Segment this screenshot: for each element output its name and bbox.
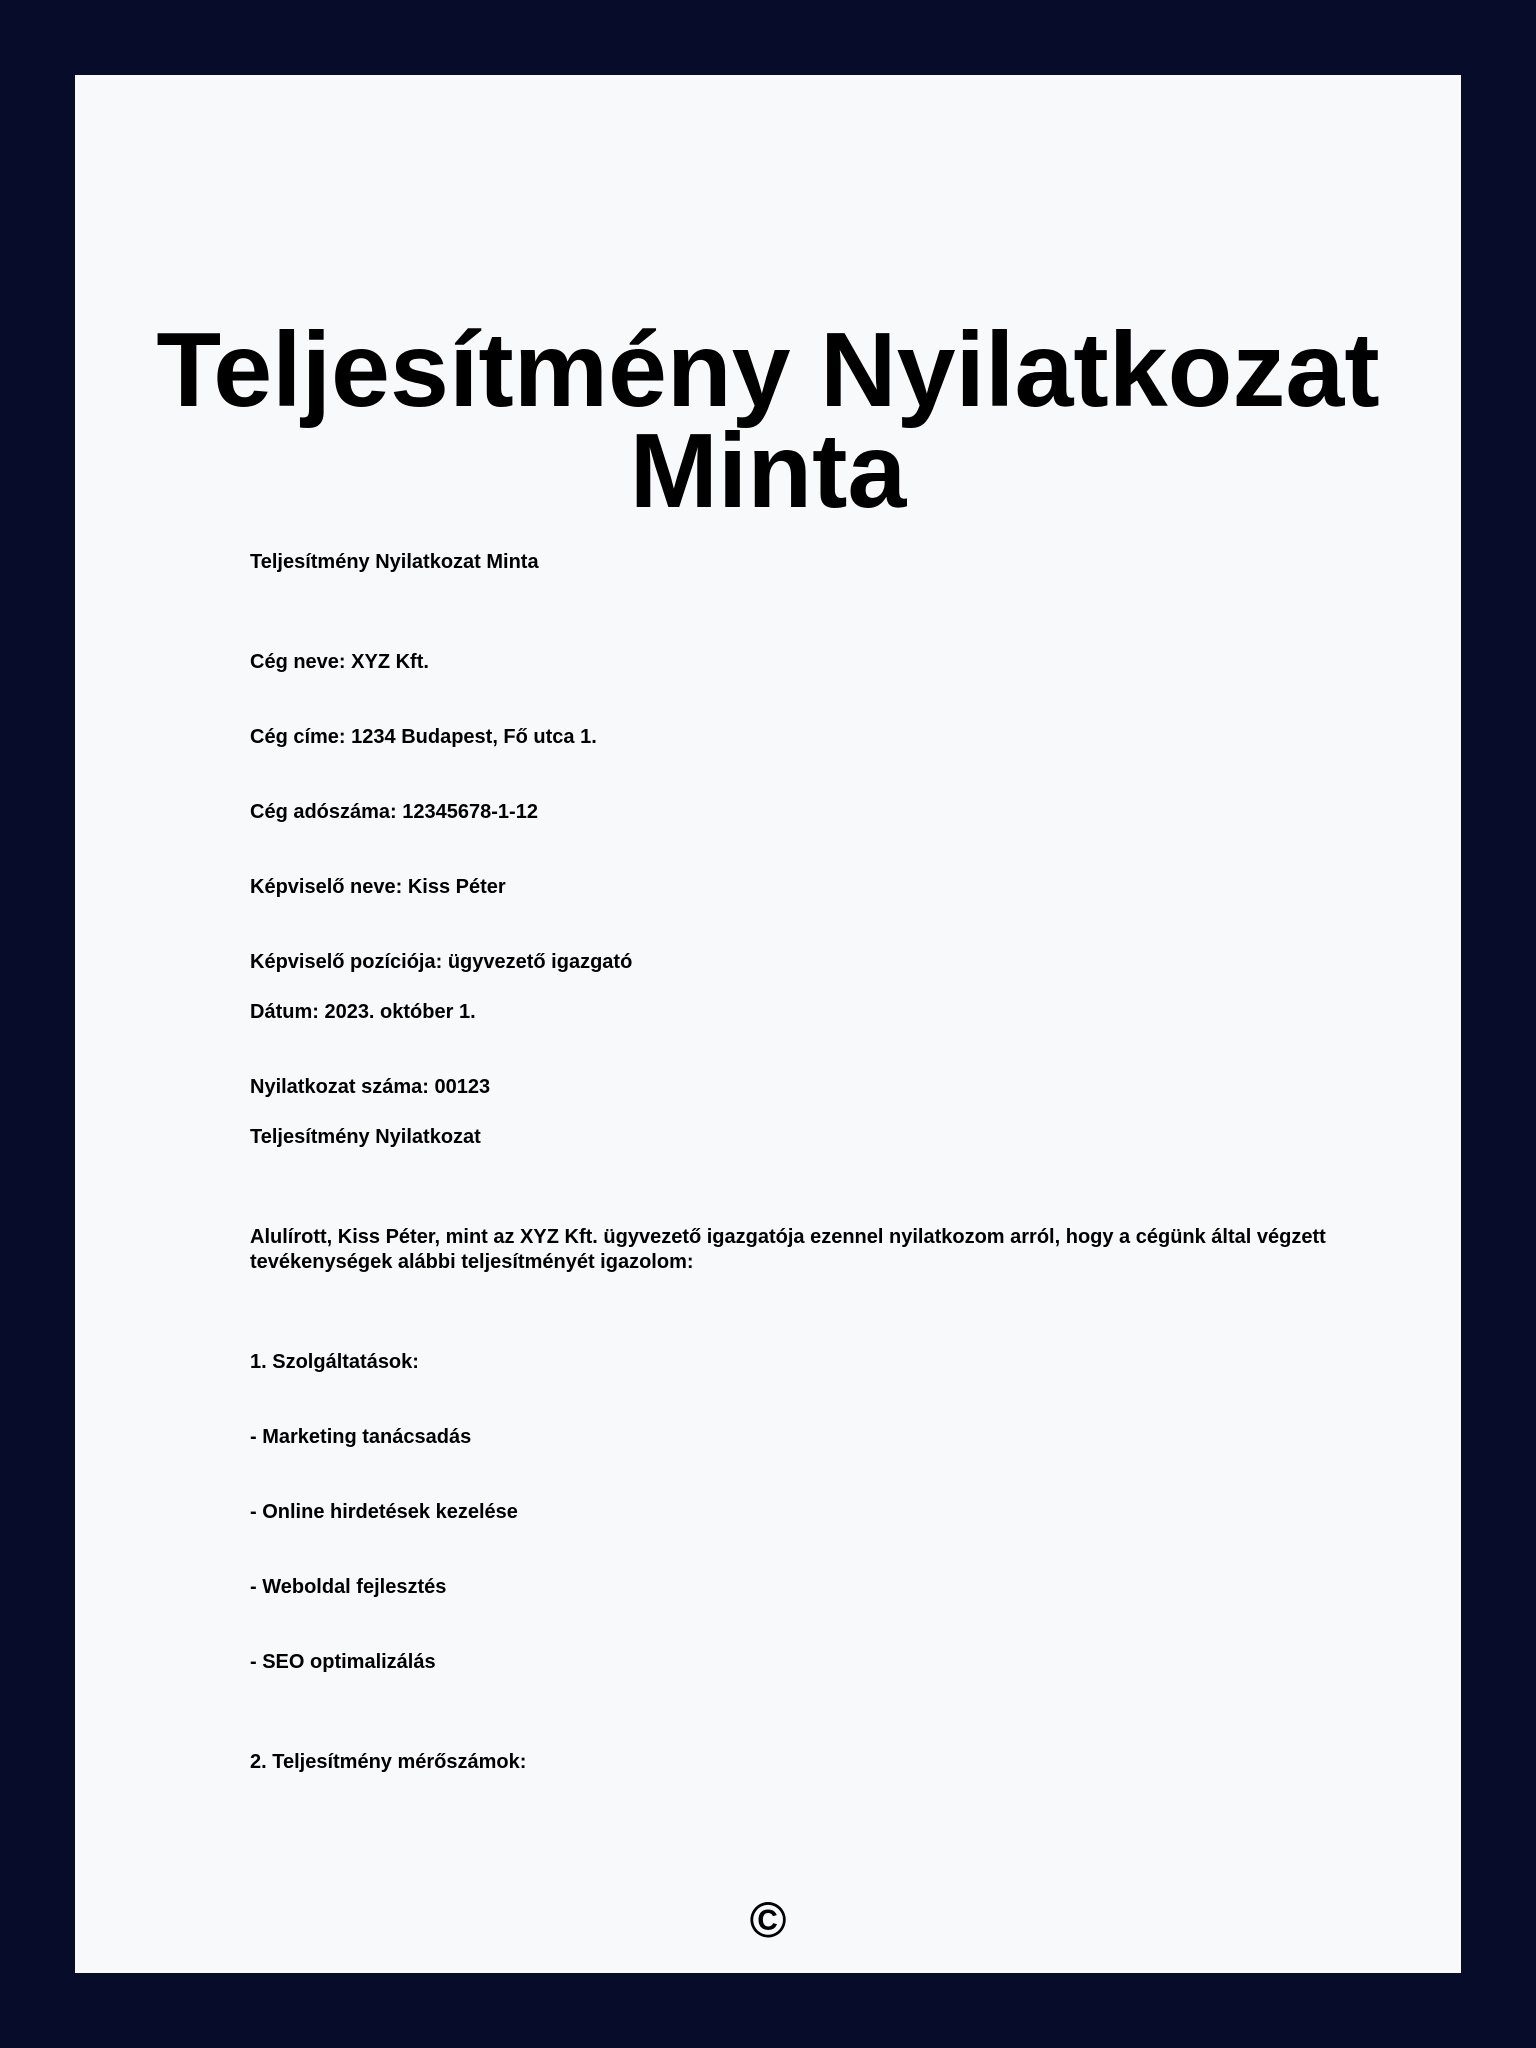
section-heading: Teljesítmény Nyilatkozat <box>250 1126 481 1148</box>
company-name: Cég neve: XYZ Kft. <box>250 651 429 673</box>
document-date: Dátum: 2023. október 1. <box>250 1001 476 1023</box>
representative-position: Képviselő pozíciója: ügyvezető igazgató <box>250 951 633 973</box>
document-subtitle: Teljesítmény Nyilatkozat Minta <box>250 551 539 573</box>
services-heading: 1. Szolgáltatások: <box>250 1351 419 1373</box>
declaration-number: Nyilatkozat száma: 00123 <box>250 1076 491 1098</box>
company-tax-number: Cég adószáma: 12345678-1-12 <box>250 801 538 823</box>
document-page <box>75 75 1461 1973</box>
company-address: Cég címe: 1234 Budapest, Fő utca 1. <box>250 726 597 748</box>
service-item: - Weboldal fejlesztés <box>250 1576 447 1598</box>
representative-name: Képviselő neve: Kiss Péter <box>250 876 506 898</box>
service-item: - SEO optimalizálás <box>250 1651 436 1673</box>
intro-paragraph: Alulírott, Kiss Péter, mint az XYZ Kft. ügyvezető igazgatója ezennel nyilatkozom arról, hogy a cégünk által végzett tevékenységek alábbi teljesítményét igazolom: <box>250 1226 1326 1273</box>
metrics-heading: 2. Teljesítmény mérőszámok: <box>250 1751 527 1773</box>
service-item: - Online hirdetések kezelése <box>250 1501 518 1523</box>
document-title: Teljesítmény Nyilatkozat Minta <box>156 311 1380 530</box>
copyright-icon: © <box>749 1892 787 1948</box>
service-item: - Marketing tanácsadás <box>250 1426 472 1448</box>
